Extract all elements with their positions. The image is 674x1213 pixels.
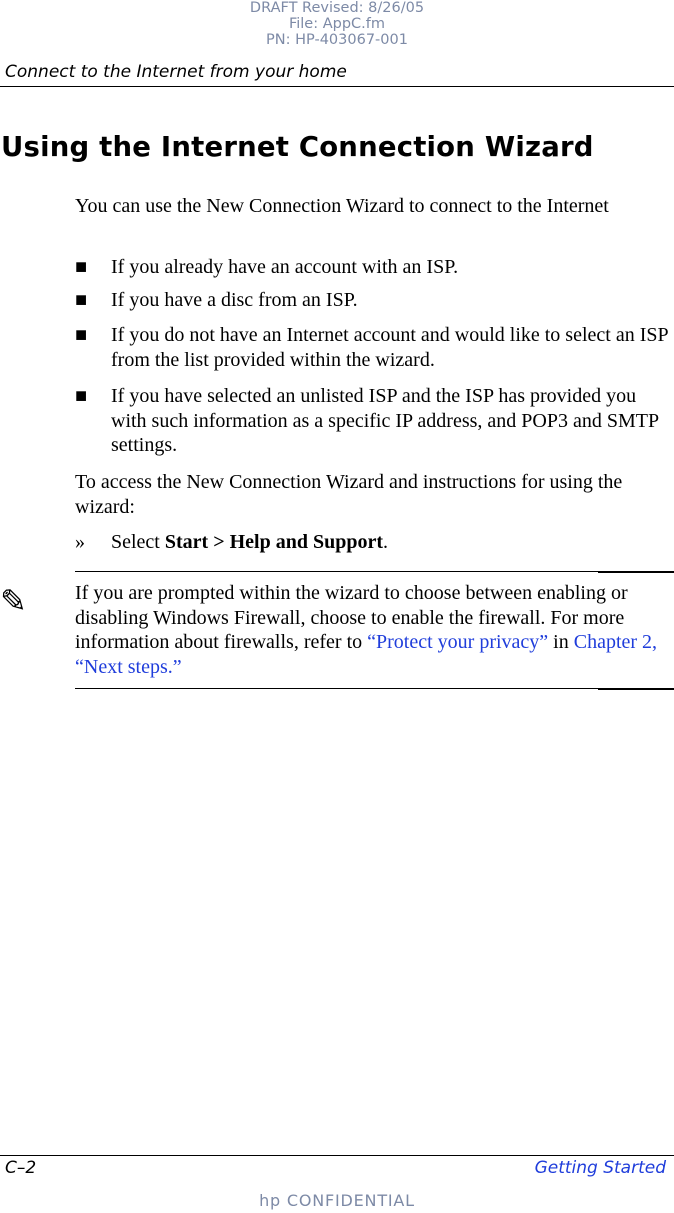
bullet-marker: ■ xyxy=(75,256,88,278)
step-marker: » xyxy=(75,531,85,553)
bullet-marker: ■ xyxy=(75,289,88,311)
page-number: C–2 xyxy=(5,1158,37,1178)
section-title: Using the Internet Connection Wizard xyxy=(1,131,594,163)
step-prefix: Select xyxy=(111,531,165,553)
note-body: If you are prompted within the wizard to choose between enabling or disabling Windows Firewall, choose to enable the firewall. For more information about firewalls, refer to xyxy=(75,582,628,653)
access-paragraph: To access the New Connection Wizard and instructions for using the wizard: xyxy=(75,471,623,518)
bullet-item: If you already have an account with an ISP. xyxy=(111,256,459,278)
bullet-item: If you have selected an unlisted ISP and the ISP has provided you with such information as a specific IP address, and POP3 and SMTP settings. xyxy=(111,385,659,456)
bullet-marker: ■ xyxy=(75,324,88,346)
intro-paragraph: You can use the New Connection Wizard to connect to the Internet xyxy=(75,195,609,217)
draft-part-number: PN: HP-403067-001 xyxy=(266,32,408,48)
footer-rule xyxy=(0,1155,674,1156)
pencil-icon: ✎ xyxy=(0,583,27,619)
draft-revised: DRAFT Revised: 8/26/05 xyxy=(249,0,425,16)
book-title: Getting Started xyxy=(534,1158,666,1178)
step-instruction xyxy=(111,530,674,555)
note-connector: in xyxy=(548,631,574,653)
confidential-stamp: hp CONFIDENTIAL xyxy=(259,1191,415,1210)
bullet-item: If you have a disc from an ISP. xyxy=(111,289,358,311)
link-protect-your-privacy[interactable]: “Protect your privacy” xyxy=(367,631,549,653)
draft-stamp xyxy=(0,0,674,48)
header-rule xyxy=(0,86,674,87)
link-chapter-2[interactable]: Chapter 2, “Next steps.” xyxy=(75,631,658,678)
step-menu-path: Start > Help and Support xyxy=(164,531,383,553)
note-bottom-rule xyxy=(75,688,674,689)
step-suffix: . xyxy=(382,531,388,553)
note-top-rule xyxy=(75,571,674,572)
bullet-marker: ■ xyxy=(75,385,88,407)
draft-file: File: AppC.fm xyxy=(288,16,386,32)
bullet-item: If you do not have an Internet account and would like to select an ISP from the list provided within the wizard. xyxy=(111,324,668,371)
running-head: Connect to the Internet from your home xyxy=(5,62,347,82)
note-text xyxy=(75,581,674,679)
